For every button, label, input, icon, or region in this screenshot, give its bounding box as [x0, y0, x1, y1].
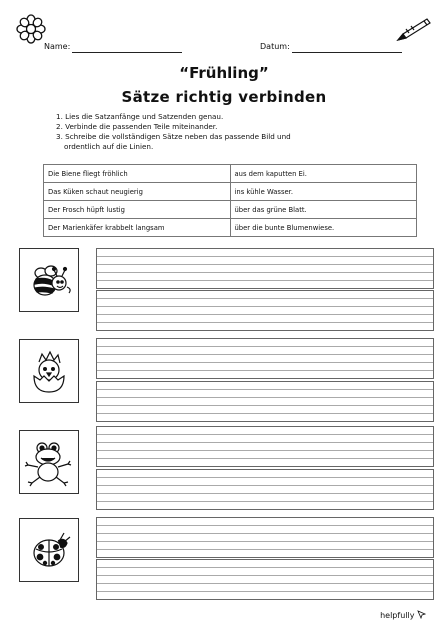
sentence-end: über das grüne Blatt.	[230, 201, 417, 219]
writing-lines-4a[interactable]	[96, 517, 434, 558]
matching-table	[43, 164, 417, 237]
table-row	[44, 165, 417, 183]
picture-box-frog	[19, 430, 79, 494]
cursor-icon	[417, 610, 426, 619]
bee-icon	[20, 249, 78, 311]
pencil-icon	[394, 16, 432, 44]
writing-lines-3b[interactable]	[96, 469, 434, 510]
worksheet-title: “Frühling”	[179, 64, 269, 82]
writing-lines-1b[interactable]	[96, 290, 434, 331]
ladybug-icon	[20, 519, 78, 581]
sentence-start: Der Marienkäfer krabbelt langsam	[44, 219, 231, 237]
table-row	[44, 219, 417, 237]
writing-lines-2b[interactable]	[96, 381, 434, 422]
picture-box-ladybug	[19, 518, 79, 582]
sentence-end: aus dem kaputten Ei.	[230, 165, 417, 183]
frog-icon	[20, 431, 78, 493]
name-line[interactable]	[72, 52, 182, 53]
table-row	[44, 183, 417, 201]
sentence-end: über die bunte Blumenwiese.	[230, 219, 417, 237]
table-row	[44, 201, 417, 219]
sentence-start: Die Biene fliegt fröhlich	[44, 165, 231, 183]
flower-icon	[16, 14, 46, 44]
writing-lines-1a[interactable]	[96, 248, 434, 289]
writing-lines-3a[interactable]	[96, 426, 434, 467]
writing-lines-2a[interactable]	[96, 338, 434, 379]
name-label: Name:	[44, 42, 71, 51]
instruction-2: 2. Verbinde die passenden Teile miteinander.	[56, 122, 218, 131]
date-label: Datum:	[260, 42, 290, 51]
date-line[interactable]	[292, 52, 402, 53]
brand-logo	[380, 610, 426, 620]
instruction-1: 1. Lies die Satzanfänge und Satzenden genau.	[56, 112, 224, 121]
chick-icon	[20, 340, 78, 402]
sentence-start: Das Küken schaut neugierig	[44, 183, 231, 201]
writing-lines-4b[interactable]	[96, 559, 434, 600]
picture-box-chick	[19, 339, 79, 403]
sentence-end: ins kühle Wasser.	[230, 183, 417, 201]
instruction-3: 3. Schreibe die vollständigen Sätze neben das passende Bild und	[56, 132, 291, 141]
sentence-start: Der Frosch hüpft lustig	[44, 201, 231, 219]
picture-box-bee	[19, 248, 79, 312]
instructions	[56, 112, 291, 152]
instruction-3-continued: ordentlich auf die Linien.	[64, 142, 154, 151]
worksheet-subtitle: Sätze richtig verbinden	[121, 88, 327, 106]
brand-name: helpfully	[380, 611, 415, 620]
